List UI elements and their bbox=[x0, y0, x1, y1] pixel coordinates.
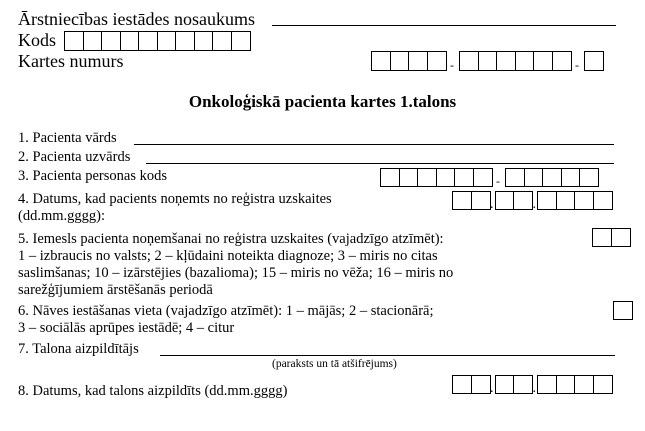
entry-box[interactable] bbox=[533, 51, 553, 71]
entry-box[interactable] bbox=[515, 51, 535, 71]
death-place-label: 6. Nāves iestāšanas vieta (vajadzīgo atzīmēt): 1 – mājās; 2 – stacionārā; bbox=[18, 303, 434, 319]
filled-date-dot-2: . bbox=[532, 381, 536, 396]
entry-box[interactable] bbox=[495, 191, 515, 210]
entry-box[interactable] bbox=[478, 51, 498, 71]
entry-box[interactable] bbox=[194, 31, 214, 51]
patient-first-name-line[interactable] bbox=[134, 144, 614, 145]
entry-box[interactable] bbox=[390, 51, 410, 71]
entry-box[interactable] bbox=[537, 191, 557, 210]
filled-date-label: 8. Datums, kad talons aizpildīts (dd.mm.gggg) bbox=[18, 383, 288, 399]
entry-box[interactable] bbox=[552, 51, 572, 71]
filler-label: 7. Talona aizpildītājs bbox=[18, 341, 139, 357]
entry-box[interactable] bbox=[584, 51, 604, 71]
entry-box[interactable] bbox=[83, 31, 103, 51]
patient-last-name-line[interactable] bbox=[146, 163, 614, 164]
filled-date-dot-1: . bbox=[490, 381, 494, 396]
entry-box[interactable] bbox=[593, 191, 613, 210]
removal-date-label: 4. Datums, kad pacients noņemts no reģistra uzskaites bbox=[18, 191, 332, 207]
entry-box[interactable] bbox=[231, 31, 251, 51]
entry-box[interactable] bbox=[436, 168, 456, 187]
entry-box[interactable] bbox=[537, 375, 557, 394]
page-title: Onkoloģiskā pacienta kartes 1.talons bbox=[188, 92, 457, 111]
removal-reason-option-line-3: sarežģījumiem ārstēšanās periodā bbox=[18, 282, 213, 298]
entry-box[interactable] bbox=[212, 31, 232, 51]
removal-date-dot-2: . bbox=[532, 197, 536, 212]
entry-box[interactable] bbox=[459, 51, 479, 71]
entry-box[interactable] bbox=[371, 51, 391, 71]
entry-box[interactable] bbox=[452, 191, 472, 210]
entry-box[interactable] bbox=[561, 168, 581, 187]
entry-box[interactable] bbox=[556, 191, 576, 210]
entry-box[interactable] bbox=[157, 31, 177, 51]
filler-signature-line[interactable] bbox=[160, 355, 615, 356]
removal-reason-boxes[interactable] bbox=[592, 228, 629, 247]
institution-label: Ārstniecības iestādes nosaukums bbox=[18, 9, 255, 29]
entry-box[interactable] bbox=[417, 168, 437, 187]
entry-box[interactable] bbox=[399, 168, 419, 187]
entry-box[interactable] bbox=[556, 375, 576, 394]
entry-box[interactable] bbox=[408, 51, 428, 71]
code-label: Kods bbox=[18, 30, 57, 50]
entry-box[interactable] bbox=[496, 51, 516, 71]
filled-date-boxes[interactable] bbox=[452, 375, 611, 394]
entry-box[interactable] bbox=[120, 31, 140, 51]
card-number-label: Kartes numurs bbox=[18, 51, 124, 71]
removal-reason-option-line-1: 1 – izbraucis no valsts; 2 – kļūdaini noteikta diagnoze; 3 – miris no citas bbox=[18, 248, 438, 264]
entry-box[interactable] bbox=[613, 301, 633, 320]
death-place-options: 3 – sociālās aprūpes iestādē; 4 – citur bbox=[18, 320, 235, 336]
entry-box[interactable] bbox=[513, 191, 533, 210]
entry-box[interactable] bbox=[574, 191, 594, 210]
entry-box[interactable] bbox=[611, 228, 631, 247]
patient-last-name-label: 2. Pacienta uzvārds bbox=[18, 149, 131, 165]
entry-box[interactable] bbox=[579, 168, 599, 187]
signature-note: (paraksts un tā atšifrējums) bbox=[272, 358, 397, 370]
entry-box[interactable] bbox=[505, 168, 525, 187]
entry-box[interactable] bbox=[471, 191, 491, 210]
entry-box[interactable] bbox=[592, 228, 612, 247]
entry-box[interactable] bbox=[138, 31, 158, 51]
card-number-boxes[interactable] bbox=[371, 51, 603, 71]
card-number-dash-2: - bbox=[575, 58, 579, 72]
removal-date-boxes[interactable] bbox=[452, 191, 611, 210]
patient-first-name-label: 1. Pacienta vārds bbox=[18, 130, 117, 146]
entry-box[interactable] bbox=[574, 375, 594, 394]
removal-reason-option-line-2: saslimšanas; 10 – izārstējies (bazalioma); 15 – miris no vēža; 16 – miris no bbox=[18, 265, 454, 281]
entry-box[interactable] bbox=[495, 375, 515, 394]
removal-date-dot-1: . bbox=[490, 197, 494, 212]
card-number-dash-1: - bbox=[450, 58, 454, 72]
removal-reason-label: 5. Iemesls pacienta noņemšanai no reģistra uzskaites (vajadzīgo atzīmēt): bbox=[18, 231, 444, 247]
entry-box[interactable] bbox=[593, 375, 613, 394]
entry-box[interactable] bbox=[513, 375, 533, 394]
death-place-box[interactable] bbox=[613, 301, 632, 320]
personal-code-label: 3. Pacienta personas kods bbox=[18, 168, 167, 184]
code-boxes[interactable] bbox=[64, 31, 249, 51]
entry-box[interactable] bbox=[175, 31, 195, 51]
entry-box[interactable] bbox=[471, 375, 491, 394]
entry-box[interactable] bbox=[454, 168, 474, 187]
entry-box[interactable] bbox=[452, 375, 472, 394]
entry-box[interactable] bbox=[542, 168, 562, 187]
entry-box[interactable] bbox=[427, 51, 447, 71]
entry-box[interactable] bbox=[524, 168, 544, 187]
entry-box[interactable] bbox=[64, 31, 84, 51]
entry-box[interactable] bbox=[101, 31, 121, 51]
removal-date-format: (dd.mm.gggg): bbox=[18, 208, 105, 224]
institution-name-line[interactable] bbox=[272, 25, 616, 26]
personal-code-dash: - bbox=[496, 174, 500, 188]
personal-code-boxes[interactable] bbox=[380, 168, 598, 187]
entry-box[interactable] bbox=[380, 168, 400, 187]
entry-box[interactable] bbox=[473, 168, 493, 187]
